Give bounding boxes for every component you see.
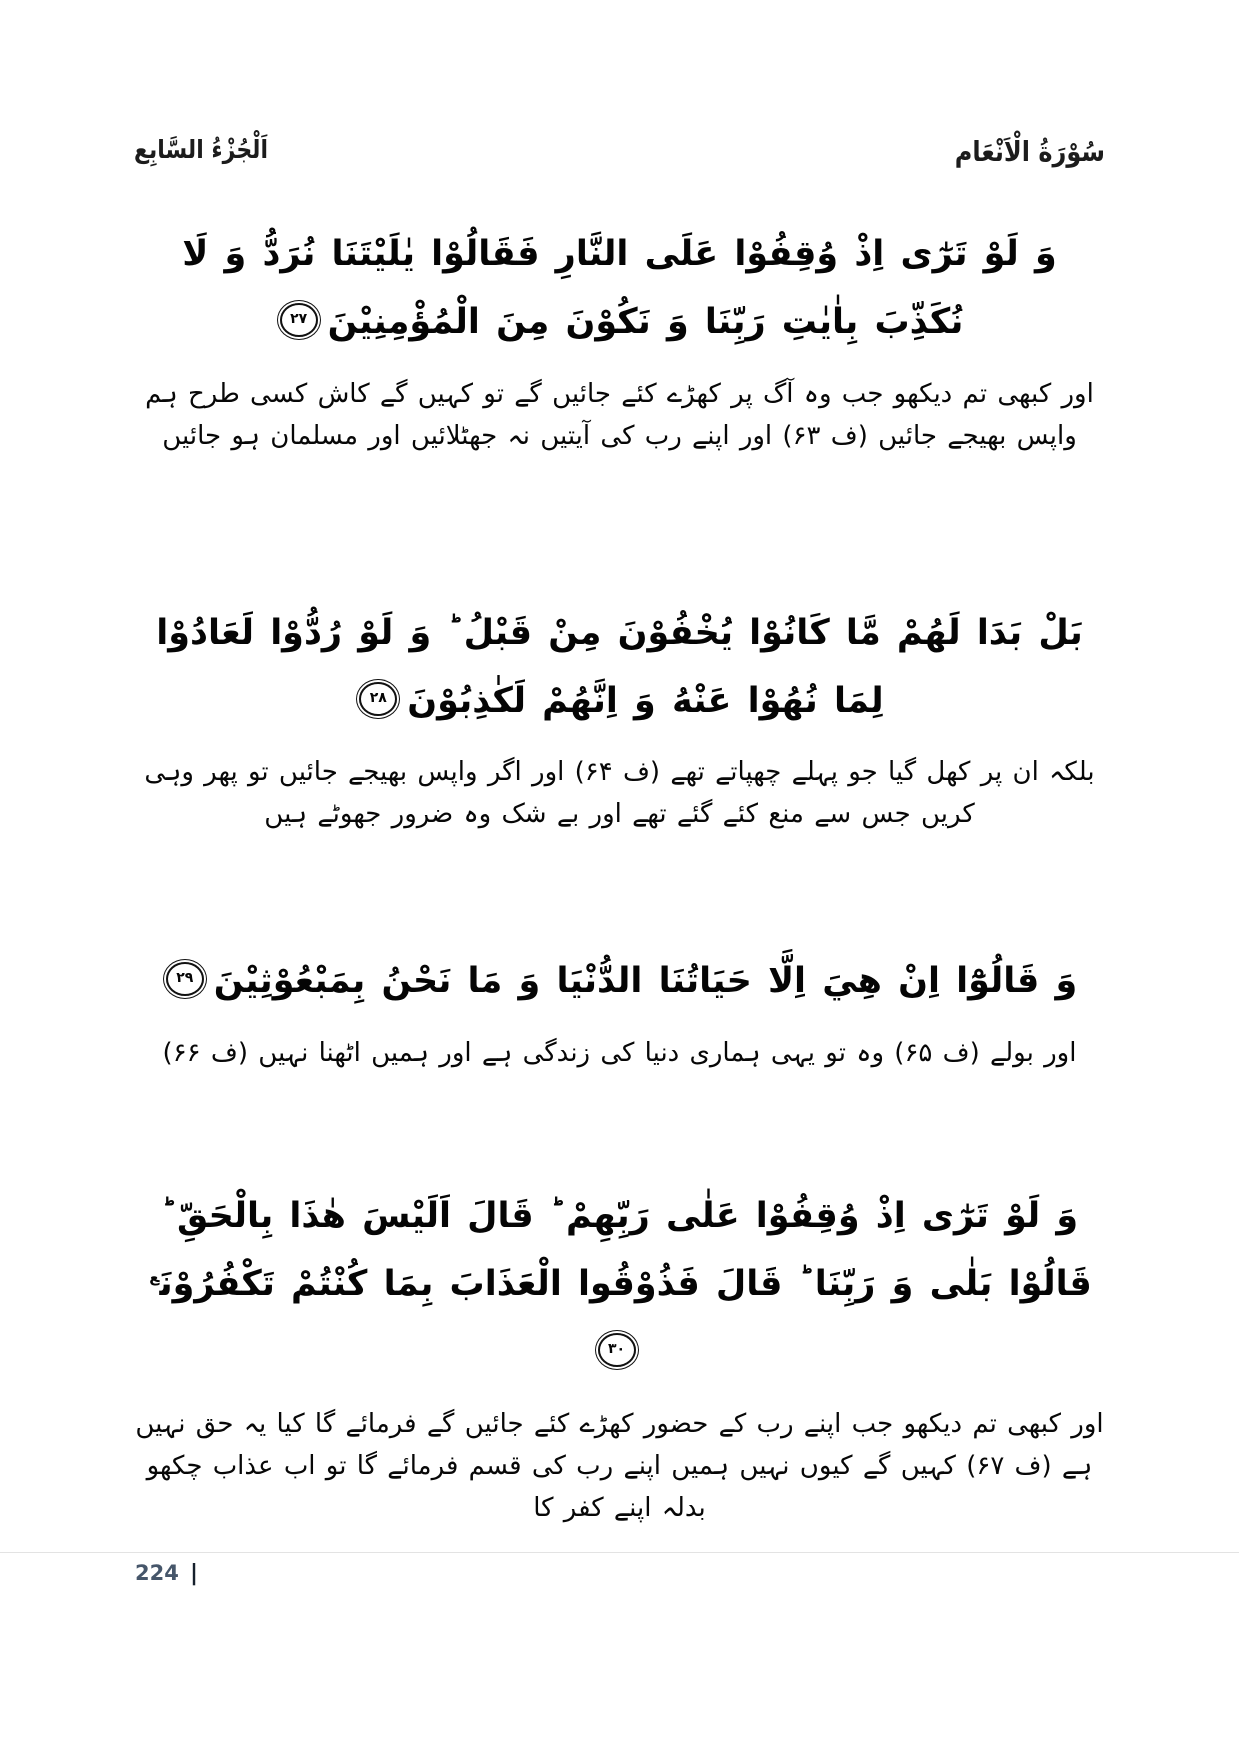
ayah-number-ornament: ۲۸ bbox=[359, 682, 397, 716]
arabic-verse-27: وَ لَوْ تَرٰٓى اِذْ وُقِفُوْا عَلَى النَّارِ فَقَالُوْا يٰلَيْتَنَا نُرَدُّ وَ لَا نُكَذِّبَ بِاٰيٰتِ رَبِّنَا وَ نَكُوْنَ مِنَ الْمُؤْمِنِيْنَ bbox=[182, 234, 1057, 343]
verse-arabic-text bbox=[133, 220, 1106, 357]
page-number-divider: | bbox=[189, 1561, 198, 1586]
arabic-verse-30: وَ لَوْ تَرٰٓى اِذْ وُقِفُوْا عَلٰى رَبِّهِمْ ؕ قَالَ اَلَيْسَ هٰذَا بِالْحَقِّ ؕ قَالُوْا بَلٰى وَ رَبِّنَا ؕ قَالَ فَذُوْقُوا الْعَذَابَ بِمَا كُنْتُمْ تَكْفُرُوْنَ bbox=[159, 1195, 1092, 1305]
arabic-verse-29: وَ قَالُوْٓا اِنْ هِيَ اِلَّا حَيَاتُنَا الدُّنْيَا وَ مَا نَحْنُ بِمَبْعُوْثِيْنَ bbox=[213, 961, 1078, 1002]
urdu-translation-27: اور کبھی تم دیکھو جب وہ آگ پر کھڑے کئے جائیں گے تو کہیں گے کاش کسی طرح ہم واپس بھیجے جائیں (ف ۶۳) اور اپنے رب کی آیتیں نہ جھٹلائیں اور مسلمان ہو جائیں bbox=[145, 378, 1094, 451]
arabic-verse-28: بَلْ بَدَا لَهُمْ مَّا كَانُوْا يُخْفُوْنَ مِنْ قَبْلُ ؕ وَ لَوْ رُدُّوْا لَعَادُوْا لِمَا نُهُوْا عَنْهُ وَ اِنَّهُمْ لَكٰذِبُوْنَ bbox=[156, 612, 1083, 721]
verse-section-30 bbox=[133, 1182, 1106, 1529]
urdu-translation-28: بلکہ ان پر کھل گیا جو پہلے چھپاتے تھے (ف ۶۴) اور اگر واپس بھیجے جائیں تو پھر وہی کریں جس سے منع کئے گئے تھے اور بے شک وہ ضرور جھوٹے ہیں bbox=[144, 757, 1095, 830]
urdu-translation-30: اور کبھی تم دیکھو جب اپنے رب کے حضور کھڑے کئے جائیں گے فرمائے گا کیا یہ حق نہیں ہے (ف ۶۷) کہیں گے کیوں نہیں ہمیں اپنے رب کی قسم فرمائے گا تو اب عذاب چکھو بدلہ اپنے کفر کا bbox=[135, 1408, 1104, 1523]
verse-section-29 bbox=[133, 947, 1106, 1073]
ruku-marker: ع bbox=[149, 1268, 160, 1287]
page-content bbox=[0, 220, 1239, 1529]
page-number: 224 bbox=[135, 1561, 179, 1585]
ayah-number-ornament: ۲۷ bbox=[280, 303, 318, 337]
verse-arabic-text bbox=[133, 599, 1106, 736]
juz-title-calligraphy: اَلْجُزْءُ السَّابِع bbox=[134, 136, 268, 165]
verse-arabic-text bbox=[133, 947, 1106, 1015]
verse-arabic-text bbox=[133, 1182, 1106, 1387]
verse-section-27 bbox=[133, 220, 1106, 457]
page-footer bbox=[0, 1552, 1239, 1586]
surah-title-calligraphy: سُوْرَةُ الْاَنْعَام bbox=[954, 135, 1105, 169]
verse-section-28 bbox=[133, 599, 1106, 836]
ayah-number-ornament: ۲۹ bbox=[166, 962, 204, 996]
ayah-number-ornament: ۳۰ bbox=[598, 1333, 636, 1367]
page-header bbox=[0, 0, 1239, 208]
urdu-translation-29: اور بولے (ف ۶۵) وہ تو یہی ہماری دنیا کی زندگی ہے اور ہمیں اٹھنا نہیں (ف ۶۶) bbox=[162, 1037, 1077, 1068]
